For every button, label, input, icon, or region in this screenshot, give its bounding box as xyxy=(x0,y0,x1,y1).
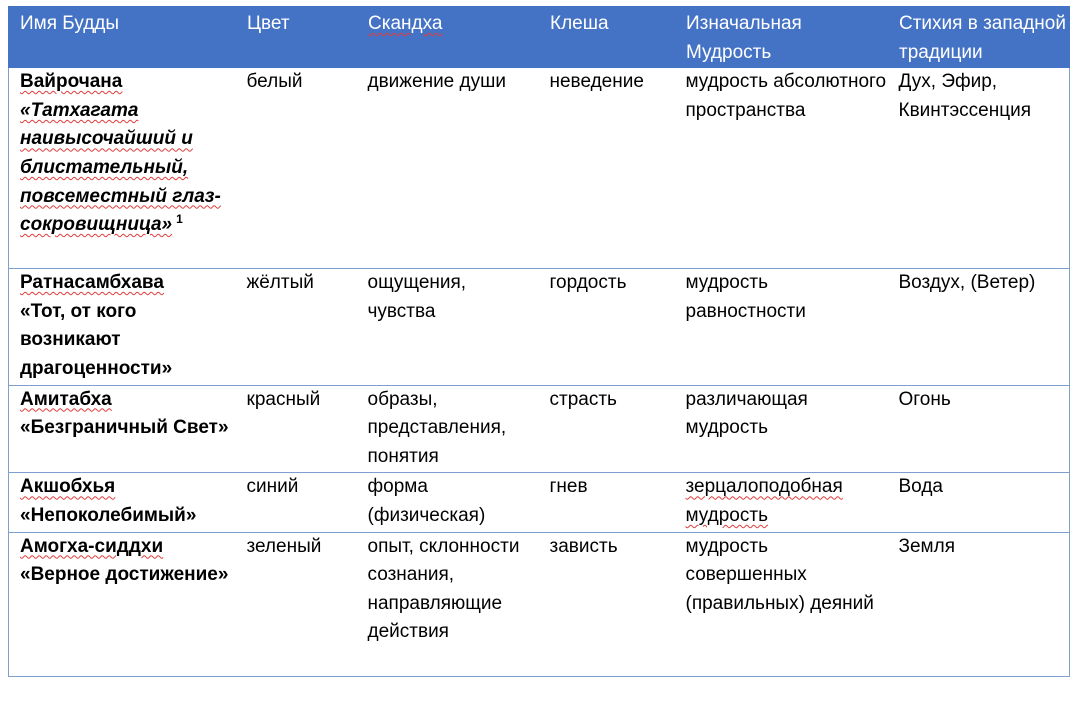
cell-name xyxy=(9,532,236,676)
header-skandha: Скандха xyxy=(357,6,539,68)
cell-color: жёлтый xyxy=(236,269,357,385)
buddha-name: Вайрочана xyxy=(20,71,123,93)
header-color: Цвет xyxy=(236,6,357,68)
cell-name xyxy=(9,385,236,473)
cell-skandha: ощущения, чувства xyxy=(357,269,539,385)
cell-klesha: страсть xyxy=(539,385,675,473)
wisdom-text: зерцалоподобная мудрость xyxy=(685,476,843,526)
cell-klesha: гнев xyxy=(539,473,675,532)
table-row xyxy=(9,473,1070,532)
cell-element: Воздух, (Ветер) xyxy=(888,269,1070,385)
table-row xyxy=(9,68,1070,269)
cell-wisdom: мудрость совершенных (правильных) деяний xyxy=(675,532,888,676)
buddha-name: Ратнасамбхава xyxy=(20,272,164,294)
cell-name xyxy=(9,473,236,532)
cell-wisdom xyxy=(675,473,888,532)
footnote-marker[interactable]: 1 xyxy=(176,211,183,226)
buddha-epithet: «Непоколебимый» xyxy=(20,504,197,526)
cell-wisdom: различающая мудрость xyxy=(675,385,888,473)
header-element: Стихия в западной традиции xyxy=(888,6,1070,68)
buddha-epithet: «Верное достижение» xyxy=(20,564,229,586)
buddha-epithet: «Безграничный Свет» xyxy=(20,417,229,439)
cell-klesha: неведение xyxy=(539,68,675,269)
buddha-epithet: «Татхагата наивысочайший и блистательный, повсеместный глаз-сокровищница» xyxy=(20,99,221,236)
cell-element: Вода xyxy=(888,473,1070,532)
cell-color: зеленый xyxy=(236,532,357,676)
cell-element: Дух, Эфир, Квинтэссенция xyxy=(888,68,1070,269)
cell-skandha: образы, представления, понятия xyxy=(357,385,539,473)
table-row xyxy=(9,532,1070,676)
header-wisdom: Изначальная Мудрость xyxy=(675,6,888,68)
cell-wisdom: мудрость абсолютного пространства xyxy=(675,68,888,269)
cell-element: Земля xyxy=(888,532,1070,676)
cell-name xyxy=(9,68,236,269)
table-container xyxy=(8,6,1070,677)
buddha-table xyxy=(8,6,1070,677)
cell-klesha: гордость xyxy=(539,269,675,385)
buddha-epithet: «Тот, от кого возникают драгоценности» xyxy=(20,300,173,379)
table-row xyxy=(9,269,1070,385)
header-row xyxy=(9,6,1070,68)
cell-color: белый xyxy=(236,68,357,269)
cell-color: синий xyxy=(236,473,357,532)
cell-name xyxy=(9,269,236,385)
cell-skandha: движение души xyxy=(357,68,539,269)
buddha-name: Акшобхья xyxy=(20,476,116,498)
header-name: Имя Будды xyxy=(9,6,236,68)
buddha-name: Амитабха xyxy=(20,388,112,410)
cell-skandha: форма (физическая) xyxy=(357,473,539,532)
cell-element: Огонь xyxy=(888,385,1070,473)
cell-wisdom: мудрость равностности xyxy=(675,269,888,385)
header-klesha: Клеша xyxy=(539,6,675,68)
cell-color: красный xyxy=(236,385,357,473)
cell-klesha: зависть xyxy=(539,532,675,676)
cell-skandha: опыт, склонности сознания, направляющие действия xyxy=(357,532,539,676)
table-row xyxy=(9,385,1070,473)
buddha-name: Амогха-сиддхи xyxy=(20,535,164,557)
